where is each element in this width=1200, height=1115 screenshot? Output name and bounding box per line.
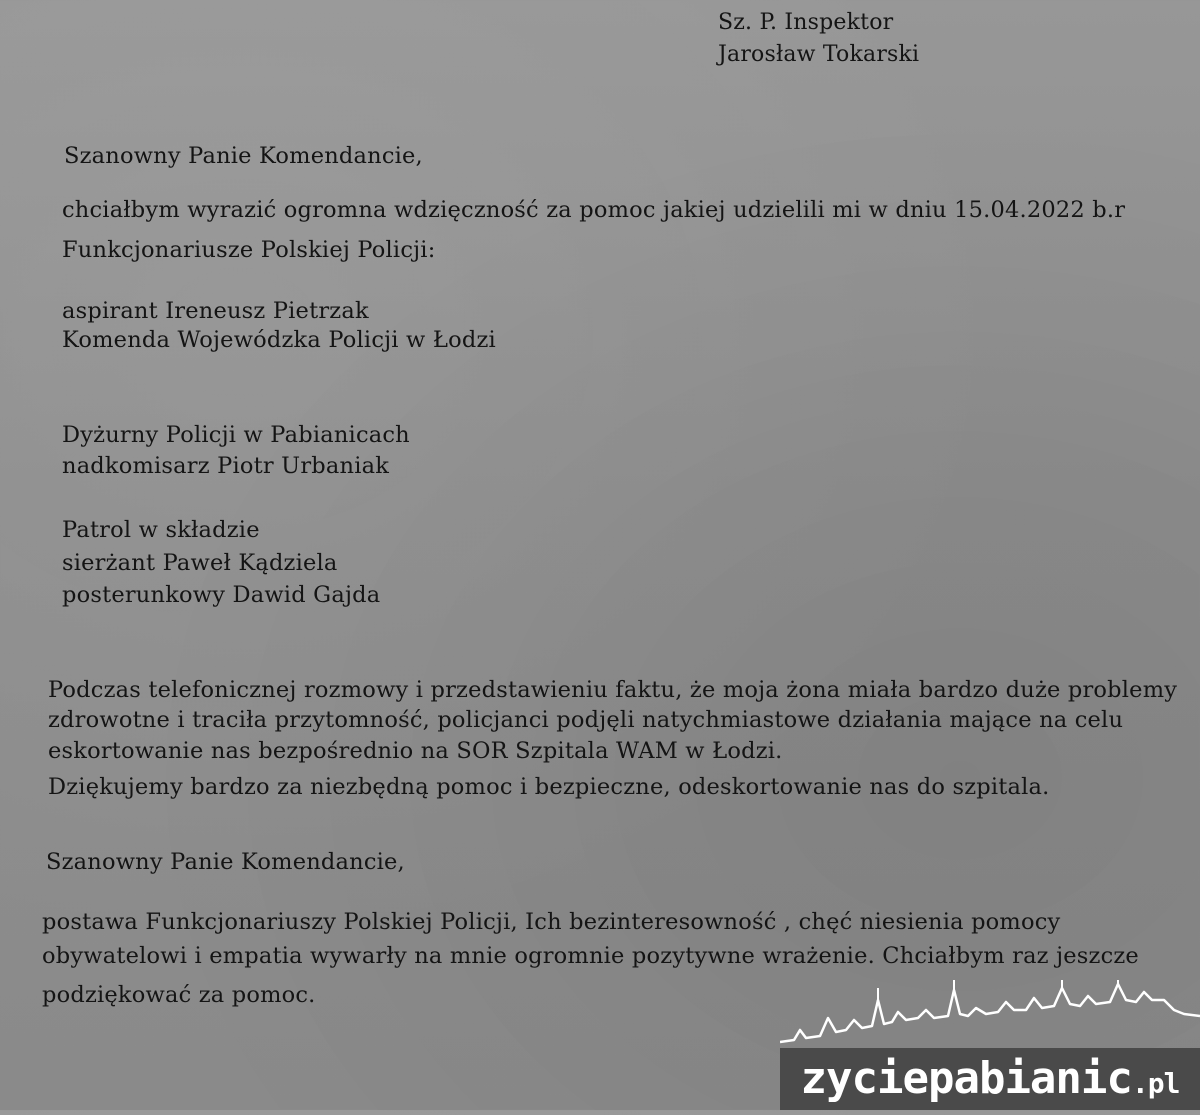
city-skyline-icon (780, 980, 1200, 1050)
paragraph-1-line-3: eskortowanie nas bezpośrednio na SOR Szpitala WAM w Łodzi. (48, 738, 783, 764)
paragraph-1-line-4: Dziękujemy bardzo za niezbędną pomoc i bezpieczne, odeskortowanie nas do szpitala. (48, 774, 1050, 800)
addressee-line-2: Jarosław Tokarski (718, 42, 920, 67)
addressee-line-1: Sz. P. Inspektor (718, 10, 894, 35)
intro-line-1: chciałbym wyrazić ogromna wdzięczność za pomoc jakiej udzielili mi w dniu 15.04.2022 b.r (62, 197, 1126, 223)
patrol-member-2: posterunkowy Dawid Gajda (62, 582, 381, 608)
officer-1-rank-name: aspirant Ireneusz Pietrzak (62, 298, 369, 324)
paragraph-2-line-1: postawa Funkcjonariuszy Polskiej Policji, Ich bezinteresowność , chęć niesienia pomocy (42, 909, 1061, 935)
officer-2-role: Dyżurny Policji w Pabianicach (62, 422, 410, 448)
intro-line-2: Funkcjonariusze Polskiej Policji: (62, 237, 436, 263)
patrol-member-1: sierżant Paweł Kądziela (62, 550, 338, 576)
paragraph-2-line-3: podziękować za pomoc. (42, 982, 316, 1008)
watermark-logo (780, 980, 1200, 1110)
watermark-name: zyciepabianic (800, 1053, 1132, 1104)
paragraph-1-line-2: zdrowotne i traciła przytomność, policjanci podjęli natychmiastowe działania mające na celu (48, 707, 1124, 733)
watermark-tld: .pl (1131, 1067, 1180, 1100)
salutation-1: Szanowny Panie Komendancie, (64, 143, 423, 169)
paragraph-2-line-2: obywatelowi i empatia wywarły na mnie ogromnie pozytywne wrażenie. Chciałbym raz jeszcze (42, 943, 1139, 969)
patrol-heading: Patrol w składzie (62, 517, 260, 543)
watermark-text (780, 1048, 1200, 1110)
officer-1-unit: Komenda Wojewódzka Policji w Łodzi (62, 327, 496, 353)
officer-2-rank-name: nadkomisarz Piotr Urbaniak (62, 453, 390, 479)
salutation-2: Szanowny Panie Komendancie, (46, 849, 405, 875)
paragraph-1-line-1: Podczas telefonicznej rozmowy i przedstawieniu faktu, że moja żona miała bardzo duże problemy (48, 677, 1178, 703)
